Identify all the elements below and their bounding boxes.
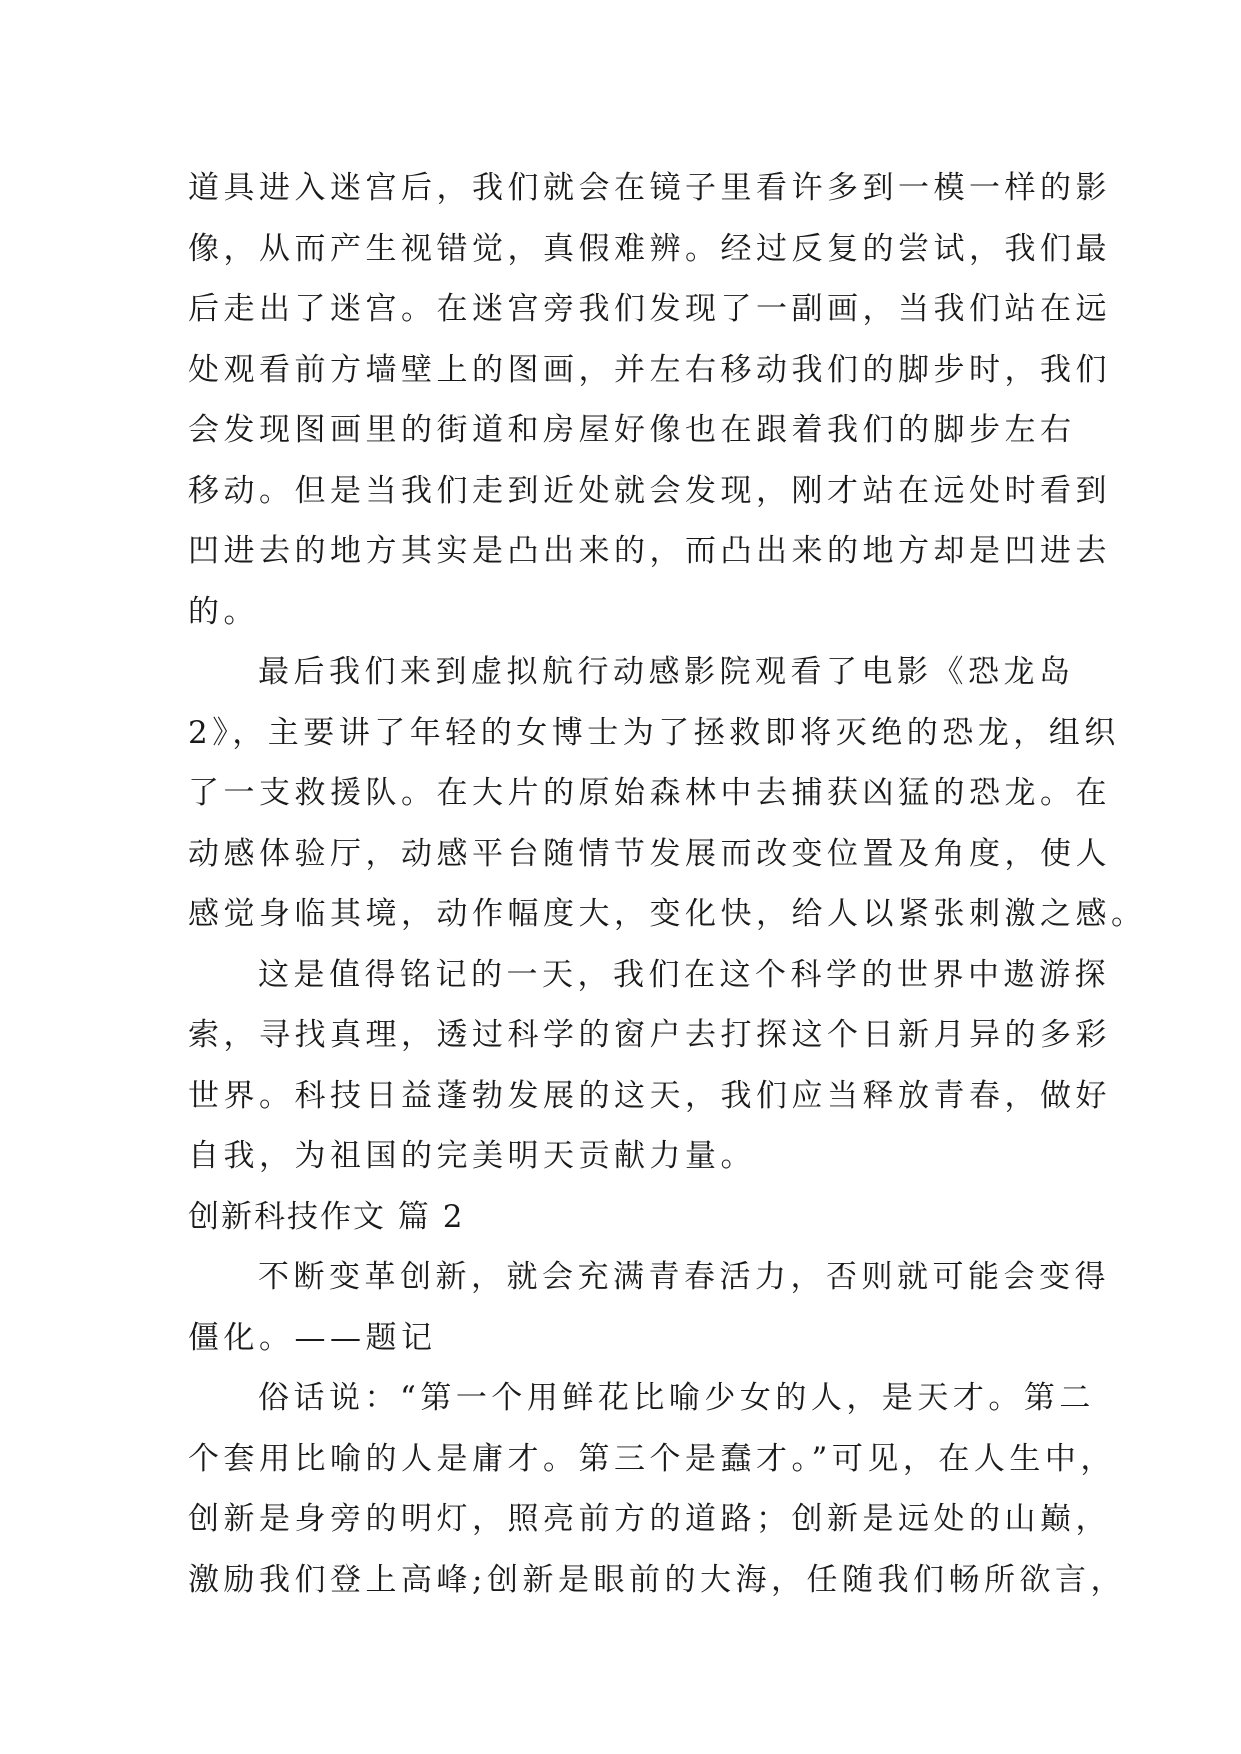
- text-line: 处观看前方墙壁上的图画，并左右移动我们的脚步时，我们: [188, 351, 1111, 388]
- text-line: 这是值得铭记的一天，我们在这个科学的世界中遨游探: [258, 956, 1110, 993]
- text-line: 俗话说：“第一个用鲜花比喻少女的人，是天才。第二: [258, 1380, 1095, 1416]
- text-line: 像，从而产生视错觉，真假难辨。经过反复的尝试，我们最: [188, 230, 1111, 267]
- text-line: 最后我们来到虚拟航行动感影院观看了电影《恐龙岛: [258, 654, 1075, 690]
- text-line: 移动。但是当我们走到近处就会发现，刚才站在远处时看到: [188, 472, 1111, 509]
- text-line: 索，寻找真理，透过科学的窗户去打探这个日新月异的多彩: [188, 1017, 1111, 1053]
- text-line: 动感体验厅，动感平台随情节发展而改变位置及角度，使人: [188, 835, 1111, 872]
- text-line: 了一支救援队。在大片的原始森林中去捕获凶猛的恐龙。在: [188, 775, 1111, 811]
- text-line: 自我，为祖国的完美明天贡献力量。: [188, 1138, 756, 1174]
- paragraph: [188, 642, 1147, 945]
- text-line: 感觉身临其境，动作幅度大，变化快，给人以紧张刺激之感。: [188, 896, 1147, 932]
- text-line: 2》，主要讲了年轻的女博士为了拯救即将灭绝的恐龙，组织: [188, 714, 1120, 751]
- text-line: 道具进入迷宫后，我们就会在镜子里看许多到一模一样的影: [188, 170, 1111, 206]
- paragraph: [188, 1368, 1126, 1610]
- paragraph: [188, 158, 1111, 642]
- text-line: 个套用比喻的人是庸才。第三个是蠢才。”可见，在人生中，: [188, 1440, 1116, 1477]
- text-line: 会发现图画里的街道和房屋好像也在跟着我们的脚步左右: [188, 412, 1076, 448]
- document-page: [188, 158, 1147, 1610]
- text-line: 世界。科技日益蓬勃发展的这天，我们应当释放青春，做好: [188, 1077, 1111, 1114]
- section-heading: [188, 1187, 1050, 1248]
- text-line: 创新是身旁的明灯，照亮前方的道路；创新是远处的山巅，: [188, 1501, 1111, 1537]
- text-line: 的。: [188, 593, 259, 630]
- text-line: 激励我们登上高峰;创新是眼前的大海，任随我们畅所欲言，: [188, 1561, 1126, 1598]
- text-line: 凹进去的地方其实是凸出来的，而凸出来的地方却是凹进去: [188, 533, 1111, 569]
- text-line: 后走出了迷宫。在迷宫旁我们发现了一副画，当我们站在远: [188, 291, 1111, 327]
- paragraph: [188, 945, 1111, 1187]
- paragraph: [188, 1247, 1110, 1368]
- text-line: 僵化。——题记: [188, 1319, 437, 1356]
- text-line: 不断变革创新，就会充满青春活力，否则就可能会变得: [258, 1259, 1110, 1295]
- heading-text: 创新科技作文 篇 2: [188, 1198, 465, 1235]
